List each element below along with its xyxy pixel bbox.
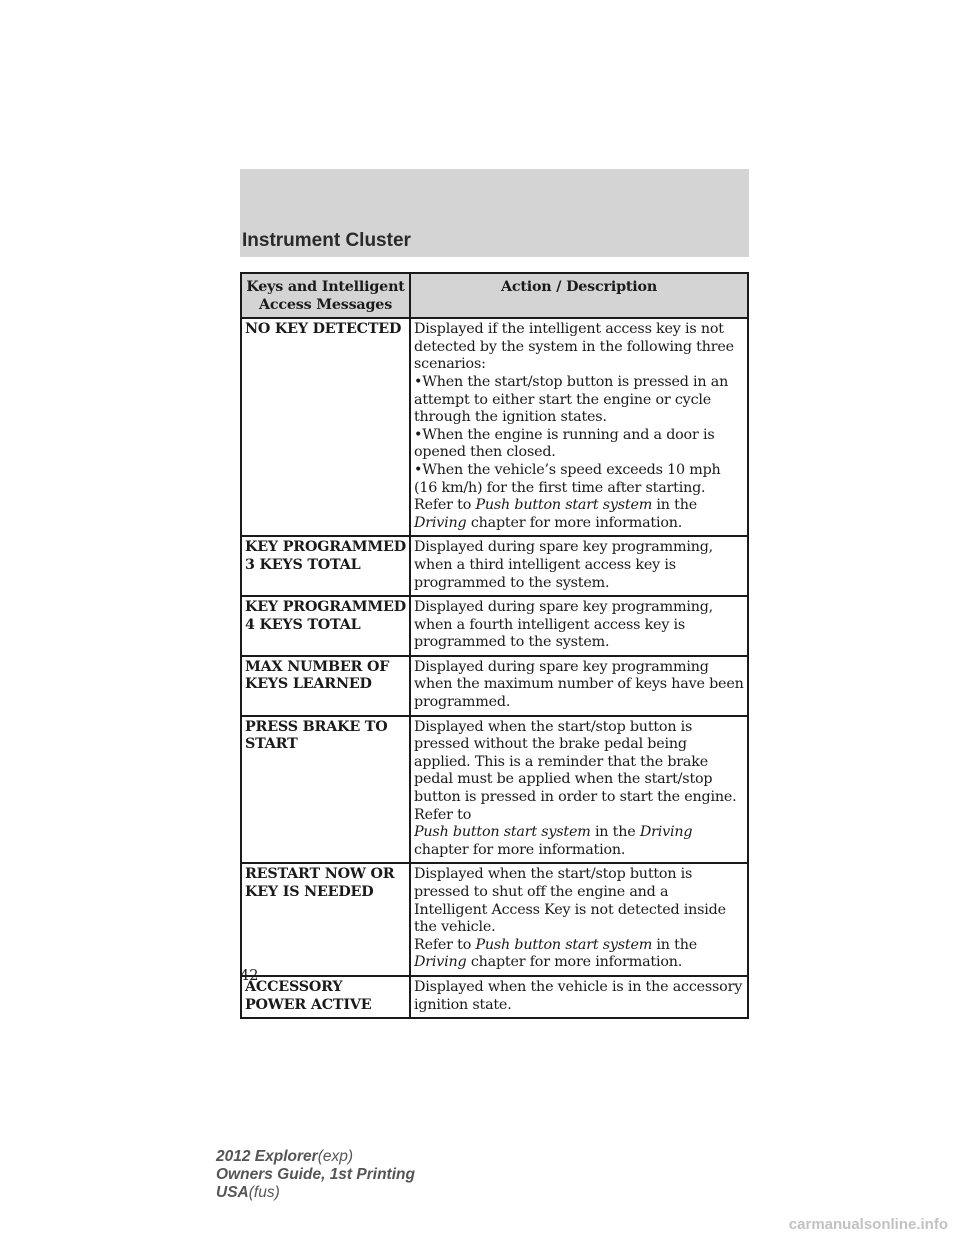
- description-text: Displayed during spare key programming, when a fourth intelligent access key is programmed to the system.: [414, 599, 714, 651]
- table-row: [241, 716, 748, 864]
- table-row: [241, 536, 748, 596]
- ref-connector: in the: [656, 497, 697, 514]
- message-name-line: NO KEY DETECTED: [245, 321, 402, 338]
- message-name: [241, 716, 410, 864]
- message-name: [241, 976, 410, 1018]
- footer-market-code: (fus): [248, 1184, 280, 1201]
- message-name-line: START: [245, 736, 298, 753]
- message-name-line: PRESS BRAKE TO: [245, 718, 388, 735]
- message-description: [410, 716, 748, 864]
- message-name-line: KEY IS NEEDED: [245, 884, 374, 900]
- description-text: Displayed when the start/stop button is pressed to shut off the engine and a Intelligent Access Key is not detected inside the vehicle.: [414, 866, 726, 936]
- description-text: Displayed when the vehicle is in the accessory ignition state.: [414, 978, 743, 1013]
- description-text: •When the start/stop button is pressed in an attempt to either start the engine or cycle through the ignition states.: [414, 373, 729, 426]
- message-name-line: KEYS LEARNED: [245, 676, 372, 693]
- description-text: Displayed when the start/stop button is pressed without the brake pedal being applied. This is a reminder that the brake pedal must be applied when the start/stop button is pressed in order to start the engine. Refer to: [414, 718, 737, 823]
- message-name: [241, 596, 410, 656]
- message-name: [241, 318, 410, 536]
- ref-section: Push button start system: [475, 936, 653, 953]
- messages-table: [240, 272, 749, 1019]
- ref-suffix: chapter for more information.: [470, 514, 683, 531]
- ref-prefix: Refer to: [414, 936, 472, 953]
- ref-connector: in the: [656, 936, 697, 953]
- message-name-line: RESTART NOW OR: [245, 866, 395, 883]
- footer-model: 2012 Explorer: [216, 1148, 318, 1165]
- cross-reference: [414, 497, 697, 531]
- description-text: Displayed if the intelligent access key is not detected by the system in the following three scenarios:: [414, 321, 734, 373]
- message-name-line: MAX NUMBER OF: [245, 658, 390, 675]
- message-name: [241, 863, 410, 976]
- message-description: [410, 656, 748, 716]
- ref-connector: in the: [594, 824, 636, 841]
- message-description: [410, 536, 748, 596]
- table-header-row: [241, 273, 748, 318]
- section-header-band: [240, 169, 749, 257]
- message-description: [410, 596, 748, 656]
- message-name-line: 3 KEYS TOTAL: [245, 556, 361, 573]
- table-row: [241, 318, 748, 536]
- message-name: [241, 536, 410, 596]
- ref-prefix: Refer to: [414, 497, 472, 514]
- footer-printing: Owners Guide, 1st Printing: [216, 1166, 415, 1183]
- cross-reference: [414, 937, 697, 971]
- ref-section: Push button start system: [414, 824, 591, 841]
- message-description: [410, 863, 748, 976]
- table-row: [241, 596, 748, 656]
- watermark: carmanualsonline.info: [788, 1216, 948, 1233]
- message-description: [410, 318, 748, 536]
- ref-chapter: Driving: [414, 514, 467, 531]
- message-name-line: ACCESSORY: [245, 978, 343, 995]
- column-header-description: Action / Description: [410, 273, 748, 318]
- table-row: [241, 976, 748, 1018]
- description-text: Displayed during spare key programming, when a third intelligent access key is programmed to the system.: [414, 539, 714, 591]
- description-text: •When the engine is running and a door is opened then closed.: [414, 426, 715, 461]
- ref-section: Push button start system: [475, 497, 653, 514]
- message-name-line: 4 KEYS TOTAL: [245, 616, 361, 633]
- ref-chapter: Driving: [639, 824, 693, 841]
- section-title: Instrument Cluster: [242, 230, 411, 251]
- message-name-line: KEY PROGRAMMED: [245, 539, 406, 556]
- page-number: 42: [240, 968, 259, 984]
- message-name-line: POWER ACTIVE: [245, 996, 372, 1013]
- ref-suffix: chapter for more information.: [414, 841, 626, 858]
- description-text: •When the vehicle’s speed exceeds 10 mph (16 km/h) for the first time after starting.: [414, 461, 721, 496]
- cross-reference: [414, 824, 692, 858]
- footer-market: USA: [216, 1184, 249, 1201]
- description-text: Displayed during spare key programming when the maximum number of keys have been programmed.: [414, 658, 744, 711]
- table-row: [241, 863, 748, 976]
- message-name: [241, 656, 410, 716]
- message-name-line: KEY PROGRAMMED: [245, 599, 406, 616]
- print-footer: [216, 1148, 415, 1202]
- message-description: [410, 976, 748, 1018]
- footer-model-code: (exp): [317, 1148, 354, 1165]
- table-row: [241, 656, 748, 716]
- column-header-messages: Keys and Intelligent Access Messages: [241, 273, 410, 318]
- ref-chapter: Driving: [414, 954, 467, 971]
- ref-suffix: chapter for more information.: [470, 954, 683, 971]
